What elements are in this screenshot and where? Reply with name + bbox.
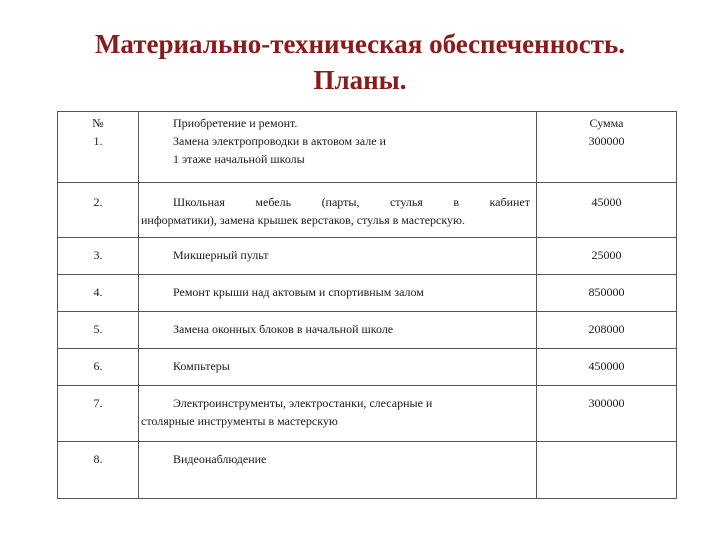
page-title [0,26,720,98]
row-number: 5. [93,322,103,336]
number-cell [58,238,139,275]
row-number: 8. [93,452,103,466]
description-cell [139,275,537,312]
sum-cell [537,442,677,499]
description-cell [139,386,537,442]
number-cell [58,183,139,238]
table-row [58,442,677,499]
sum-cell [537,312,677,349]
title-line-1: Материально-техническая обеспеченность. [94,29,626,59]
sum-cell [537,275,677,312]
description-cell [139,183,537,238]
row-description-line: Школьная мебель (парты, стулья в кабинет [173,195,530,209]
table-row [58,238,677,275]
row-description-line: Видеонаблюдение [173,452,267,466]
number-cell [58,312,139,349]
row-description-line: 1 этаже начальной школы [173,152,305,166]
table-row [58,349,677,386]
row-sum: 850000 [588,285,625,299]
description-cell [139,442,537,499]
row-description-line: Микшерный пульт [173,248,269,262]
row-sum: 300000 [588,134,625,148]
header-sum: Сумма [589,116,624,130]
sum-cell [537,183,677,238]
row-number: 6. [93,359,103,373]
row-description-line: Электроинструменты, электростанки, слесарные и [173,396,433,410]
table-row [58,275,677,312]
row-description-line: Замена электропроводки в актовом зале и [173,134,386,148]
sum-cell [537,386,677,442]
table-row [58,112,677,183]
description-cell [139,312,537,349]
row-description-line: Замена оконных блоков в начальной школе [173,322,394,336]
sum-cell [537,112,677,183]
row-number: 4. [93,285,103,299]
row-description-line: информатики), замена крышек верстаков, стулья в мастерскую. [141,213,465,227]
row-sum: 25000 [591,248,622,262]
row-number: 3. [93,248,103,262]
number-cell [58,275,139,312]
table-row [58,183,677,238]
row-sum: 208000 [588,322,625,336]
number-cell [58,112,139,183]
header-number: № [92,116,104,130]
title-line-2: Планы. [313,65,407,95]
row-sum: 45000 [591,195,622,209]
plans-table [57,111,677,499]
description-cell [139,238,537,275]
row-sum: 300000 [588,396,625,410]
description-cell [139,112,537,183]
number-cell [58,386,139,442]
row-sum: 450000 [588,359,625,373]
number-cell [58,349,139,386]
row-description-line: Компьтеры [173,359,230,373]
description-cell [139,349,537,386]
row-description-line: Ремонт крыши над актовым и спортивным залом [173,285,424,299]
number-cell [58,442,139,499]
row-number: 1. [93,134,103,148]
table-row [58,312,677,349]
table-row [58,386,677,442]
row-number: 7. [93,396,103,410]
header-description: Приобретение и ремонт. [173,116,298,130]
row-number: 2. [93,195,103,209]
sum-cell [537,349,677,386]
row-description-line: столярные инструменты в мастерскую [141,414,338,428]
sum-cell [537,238,677,275]
